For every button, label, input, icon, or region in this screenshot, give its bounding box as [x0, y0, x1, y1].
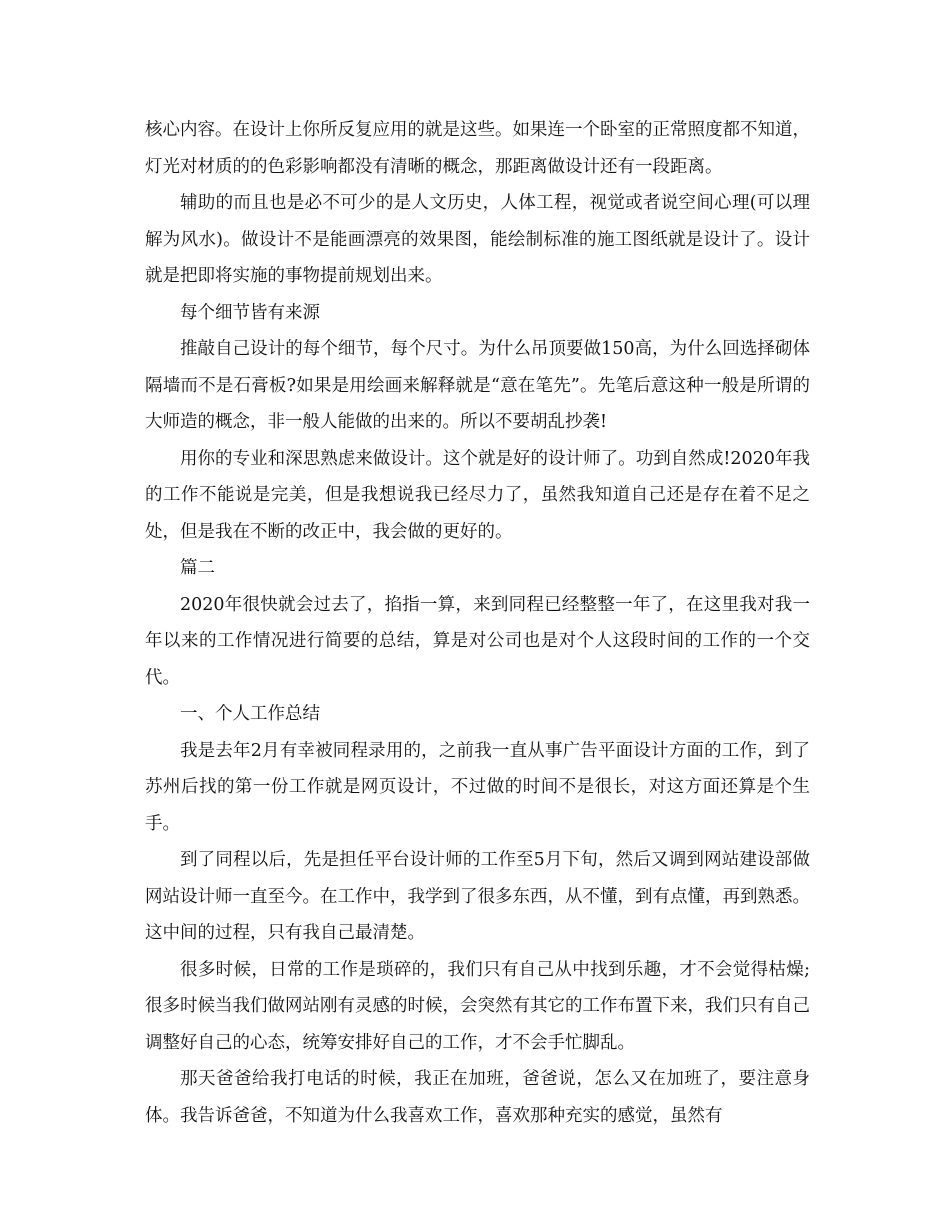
body-paragraph: 很多时候，日常的工作是琐碎的，我们只有自己从中找到乐趣，才不会觉得枯燥;很多时候当我们做网站刚有灵感的时候，会突然有其它的工作布置下来，我们只有自己调整好自己的心态，统筹安排好自己的工作，才不会手忙脚乱。 [145, 959, 810, 1053]
document-body [145, 112, 810, 1134]
body-paragraph: 2020年很快就会过去了，掐指一算，来到同程已经整整一年了，在这里我对我一年以来的工作情况进行简要的总结，算是对公司也是对个人这段时间的工作的一个交代。 [145, 594, 810, 688]
body-paragraph: 到了同程以后，先是担任平台设计师的工作至5月下旬，然后又调到网站建设部做网站设计师一直至今。在工作中，我学到了很多东西，从不懂，到有点懂，再到熟悉。这中间的过程，只有我自己最清楚。 [145, 850, 810, 943]
body-paragraph: 用你的专业和深思熟虑来做设计。这个就是好的设计师了。功到自然成!2020年我的工作不能说是完美，但是我想说我已经尽力了，虽然我知道自己还是存在着不足之处，但是我在不断的改正中，我会做的更好的。 [145, 448, 810, 542]
body-paragraph: 推敲自己设计的每个细节，每个尺寸。为什么吊顶要做150高，为什么回选择砌体隔墙而不是石膏板?如果是用绘画来解释就是“意在笔先”。先笔后意这种一般是所谓的大师造的概念，非一般人能做的出来的。所以不要胡乱抄袭! [145, 339, 810, 432]
body-paragraph: 核心内容。在设计上你所反复应用的就是这些。如果连一个卧室的正常照度都不知道，灯光对材质的的色彩影响都没有清晰的概念，那距离做设计还有一段距离。 [145, 120, 810, 177]
section-heading: 篇二 [180, 558, 215, 578]
body-paragraph: 辅助的而且也是必不可少的是人文历史，人体工程，视觉或者说空间心理(可以理解为风水)。做设计不是能画漂亮的效果图，能绘制标准的施工图纸就是设计了。设计就是把即将实施的事物提前规划出来。 [145, 193, 810, 286]
section-heading: 每个细节皆有来源 [180, 302, 320, 323]
body-paragraph: 那天爸爸给我打电话的时候，我正在加班，爸爸说，怎么又在加班了，要注意身体。我告诉爸爸，不知道为什么我喜欢工作，喜欢那种充实的感觉，虽然有 [145, 1069, 810, 1126]
section-heading: 一、个人工作总结 [180, 704, 320, 724]
body-paragraph: 我是去年2月有幸被同程录用的，之前我一直从事广告平面设计方面的工作，到了苏州后找的第一份工作就是网页设计，不过做的时间不是很长，对这方面还算是个生手。 [145, 740, 810, 834]
